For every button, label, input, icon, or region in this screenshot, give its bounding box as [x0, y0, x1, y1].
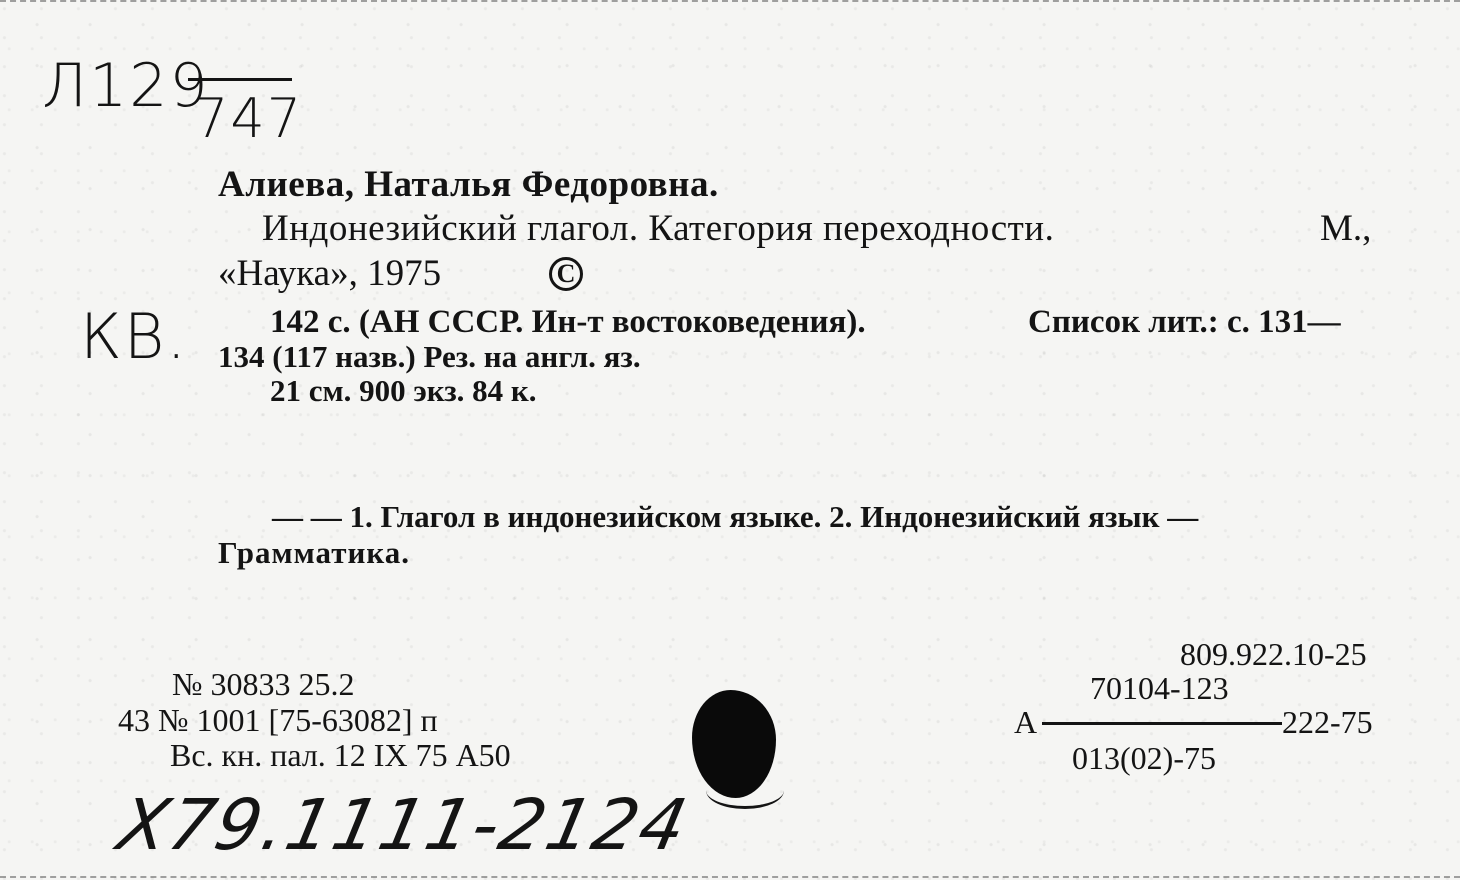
book-title: Индонезийский глагол. Категория переходности. [262, 208, 1055, 249]
handwritten-inventory-number: Х79.1111-2124 [111, 784, 696, 866]
punch-hole-shadow [706, 772, 784, 809]
classification-index: 809.922.10-25 [1180, 636, 1367, 672]
bibliography-note-continued: 134 (117 назв.) Рез. на англ. яз. [218, 339, 641, 374]
size-copies-price: 21 см. 900 экз. 84 к. [270, 373, 537, 408]
classification-prefix: А [1014, 704, 1038, 740]
call-number-overline [188, 78, 292, 81]
classification-numerator: 70104-123 [1090, 670, 1229, 706]
print-order-number: 43 № 1001 [75-63082] п [118, 702, 438, 738]
handwritten-location-mark: КВ. [80, 300, 189, 373]
classification-denominator: 013(02)-75 [1072, 740, 1216, 776]
subject-headings: — — 1. Глагол в индонезийском языке. 2. Индонезийский язык — [272, 499, 1199, 534]
fraction-line [1042, 722, 1282, 725]
card-bottom-edge [0, 873, 1460, 878]
publisher-year: «Наука», 1975 [218, 253, 442, 294]
card-top-edge [0, 0, 1460, 5]
handwritten-call-number-sub: 747 [194, 87, 304, 150]
subject-headings-continued: Грамматика. [218, 535, 410, 570]
pages-series: 142 с. (АН СССР. Ин-т востоковедения). [270, 304, 866, 340]
publication-place: М., [1320, 208, 1372, 249]
author-heading: Алиева, Наталья Федоровна. [218, 164, 719, 205]
bibliography-note: Список лит.: с. 131— [1028, 304, 1341, 340]
print-number: № 30833 25.2 [172, 666, 355, 702]
copyright-icon: C [549, 257, 583, 291]
handwritten-call-number: Л129 [42, 51, 210, 121]
classification-suffix: 222-75 [1282, 704, 1373, 740]
book-chamber-info: Вс. кн. пал. 12 IX 75 А50 [170, 737, 511, 773]
